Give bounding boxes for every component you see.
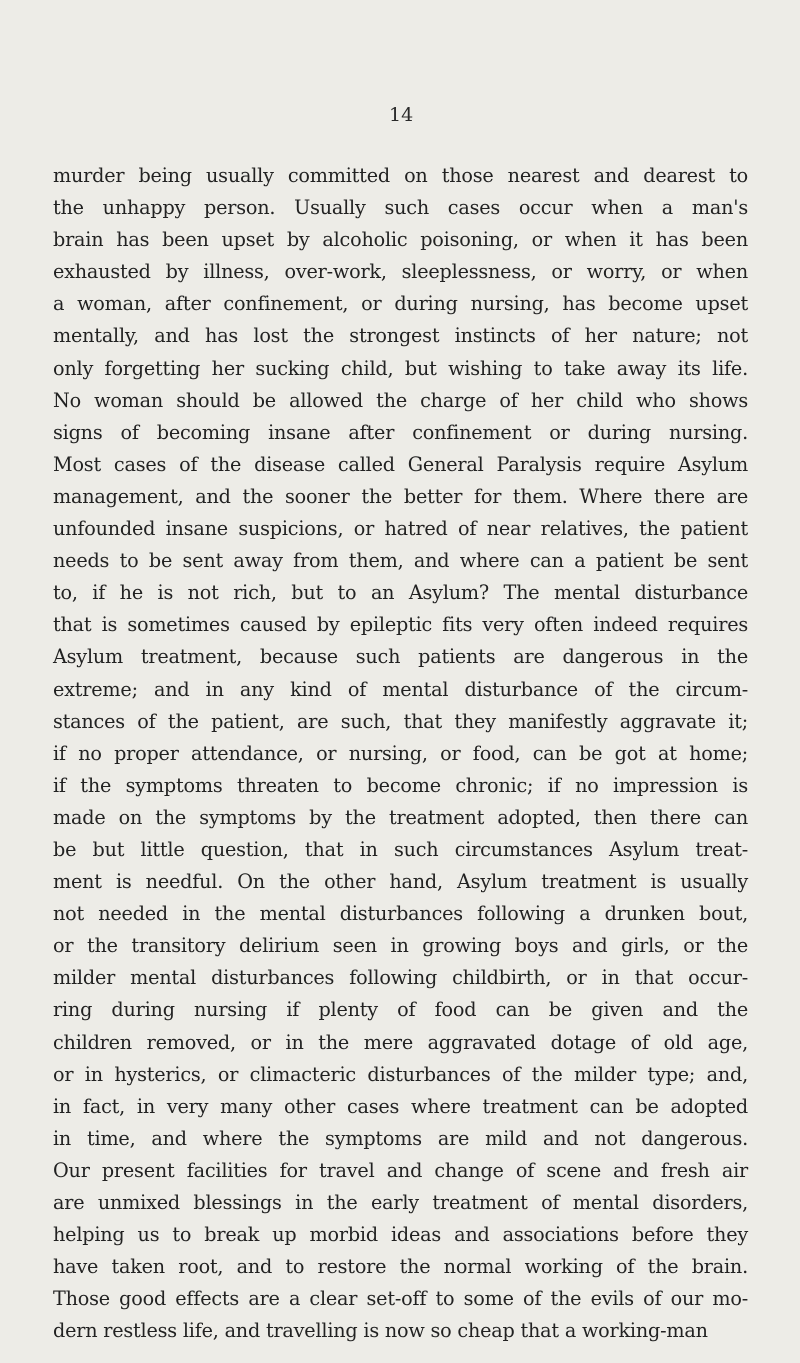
text-line: No woman should be allowed the charge of her child who shows — [53, 388, 748, 412]
page-number: 14 — [389, 104, 414, 126]
text-line: or in hysterics, or climacteric disturbances of the milder type; and, — [53, 1062, 748, 1086]
text-line: signs of becoming insane after confinement or during nursing. — [53, 420, 748, 444]
text-line: management, and the sooner the better for them. Where there are — [53, 484, 748, 508]
text-line: Most cases of the disease called General Paralysis require Asylum — [53, 452, 748, 476]
text-line: mentally, and has lost the strongest instincts of her nature; not — [53, 324, 748, 348]
text-line: Those good effects are a clear set-off to some of the evils of our mo- — [53, 1287, 748, 1311]
text-line: murder being usually committed on those nearest and dearest to — [53, 164, 748, 187]
text-line: extreme; and in any kind of mental disturbance of the circum- — [53, 677, 748, 701]
text-line: if the symptoms threaten to become chronic; if no impression is — [53, 773, 748, 797]
text-line: be but little question, that in such circumstances Asylum treat- — [53, 837, 748, 861]
text-line: brain has been upset by alcoholic poisoning, or when it has been — [53, 228, 748, 252]
text-line: have taken root, and to restore the normal working of the brain. — [53, 1255, 748, 1279]
text-line: if no proper attendance, or nursing, or food, can be got at home; — [53, 741, 748, 765]
text-line: a woman, after confinement, or during nursing, has become upset — [53, 292, 748, 316]
text-line: ment is needful. On the other hand, Asylum treatment is usually — [53, 870, 748, 894]
text-line: in time, and where the symptoms are mild and not dangerous. — [53, 1126, 748, 1150]
text-line: exhausted by illness, over-work, sleeplessness, or worry, or when — [53, 260, 748, 284]
text-line: to, if he is not rich, but to an Asylum? The mental disturbance — [53, 581, 748, 605]
body-text — [53, 160, 748, 1347]
text-line: in fact, in very many other cases where treatment can be adopted — [53, 1094, 748, 1118]
text-line: Asylum treatment, because such patients are dangerous in the — [53, 645, 748, 669]
text-line: only forgetting her sucking child, but wishing to take away its life. — [53, 356, 748, 380]
text-line: children removed, or in the mere aggravated dotage of old age, — [53, 1030, 748, 1054]
text-line: stances of the patient, are such, that they manifestly aggravate it; — [53, 709, 748, 733]
text-line: milder mental disturbances following childbirth, or in that occur- — [53, 966, 748, 990]
text-line: the unhappy person. Usually such cases occur when a man's — [53, 196, 748, 220]
text-line: helping us to break up morbid ideas and associations before they — [53, 1223, 748, 1247]
text-line: are unmixed blessings in the early treatment of mental disorders, — [53, 1191, 748, 1214]
text-line: dern restless life, and travelling is now so cheap that a working-man — [53, 1319, 708, 1343]
text-line: made on the symptoms by the treatment adopted, then there can — [53, 805, 748, 829]
text-line: Our present facilities for travel and change of scene and fresh air — [53, 1158, 748, 1182]
text-line: ring during nursing if plenty of food can be given and the — [53, 998, 748, 1022]
text-line: that is sometimes caused by epileptic fits very often indeed requires — [53, 613, 748, 637]
text-line: or the transitory delirium seen in growing boys and girls, or the — [53, 934, 748, 958]
text-line: unfounded insane suspicions, or hatred of near relatives, the patient — [53, 517, 748, 541]
text-line: not needed in the mental disturbances following a drunken bout, — [53, 902, 748, 926]
text-line: needs to be sent away from them, and where can a patient be sent — [53, 549, 748, 573]
